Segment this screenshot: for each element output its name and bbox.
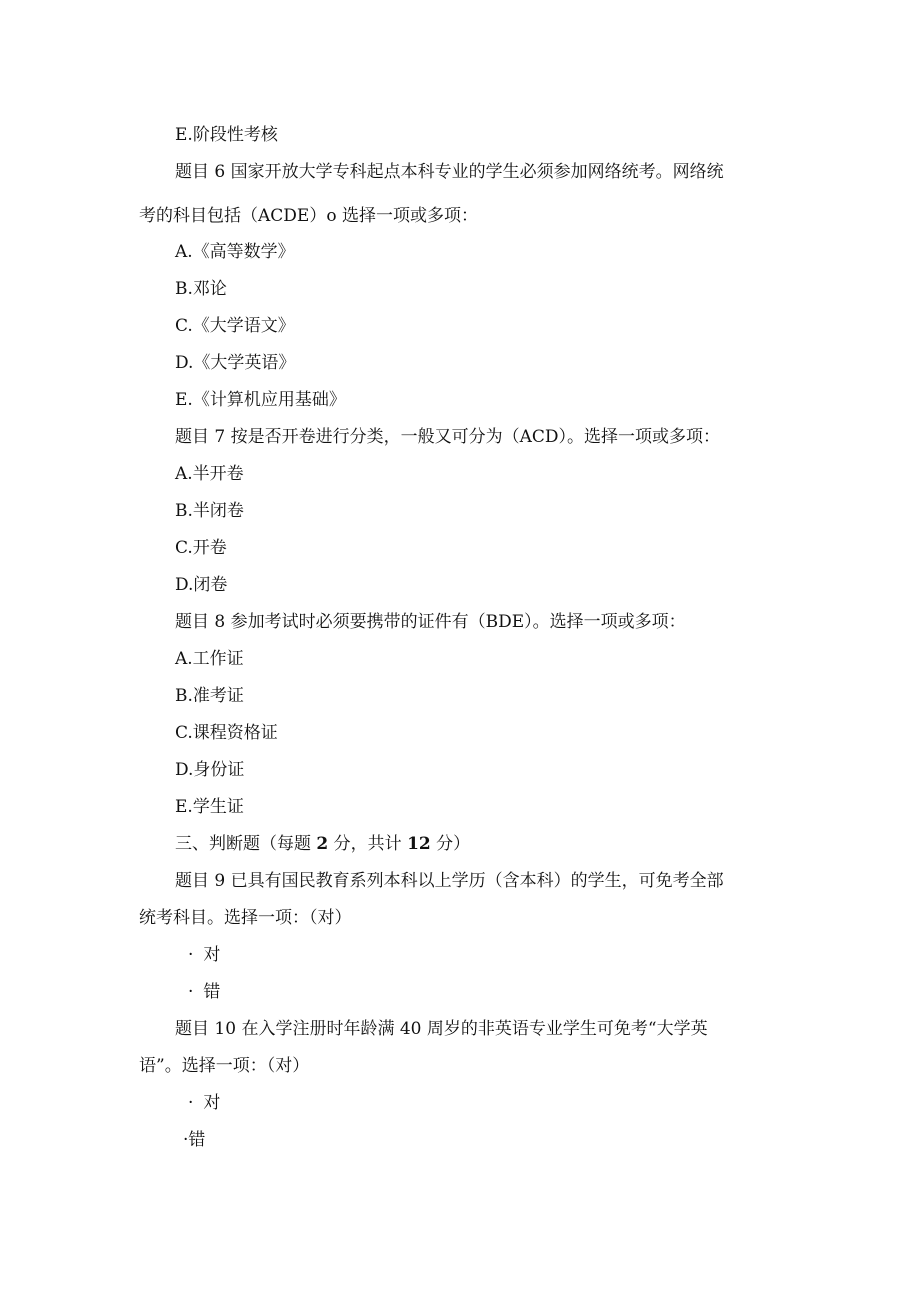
q6-option-c: C.《大学语文》	[175, 316, 295, 336]
section3-points: 2	[316, 834, 329, 854]
q8-option-b: B.准考证	[175, 686, 244, 706]
q6-option-d: D.《大学英语》	[175, 353, 296, 373]
q9-option-true-label: 对	[203, 945, 221, 965]
bullet-icon: ·	[188, 982, 194, 1002]
q6-option-b: B.邓论	[175, 279, 227, 299]
q8-option-e: E.学生证	[175, 797, 244, 817]
q10-text-line1: 题目 10 在入学注册时年龄满 40 周岁的非英语专业学生可免考“大学英	[175, 1019, 708, 1039]
q10-option-true-label: 对	[203, 1093, 221, 1113]
q7-option-c: C.开卷	[175, 538, 227, 558]
q6-text-line2: 考的科目包括（ACDE）o 选择一项或多项：	[139, 206, 478, 226]
q9-option-false	[188, 981, 220, 1003]
section3-total: 12	[407, 834, 431, 854]
q7-option-a: A.半开卷	[175, 464, 244, 484]
section3-suffix: 分）	[430, 834, 471, 854]
section3-heading	[175, 833, 470, 855]
q8-text: 题目 8 参加考试时必须要携带的证件有（BDE）。选择一项或多项：	[175, 612, 686, 632]
q9-option-true	[188, 944, 220, 966]
q10-option-false: ·错	[183, 1130, 206, 1150]
q7-text: 题目 7 按是否开卷进行分类，一般又可分为（ACD）。选择一项或多项：	[175, 427, 721, 447]
q9-text-line1: 题目 9 已具有国民教育系列本科以上学历（含本科）的学生，可免考全部	[175, 871, 724, 891]
q10-option-true	[188, 1092, 220, 1114]
section3-mid: 分，共计	[328, 834, 408, 854]
q10-text-line2: 语”。选择一项：（对）	[139, 1056, 310, 1076]
q9-text-line2: 统考科目。选择一项：（对）	[139, 908, 352, 928]
q8-option-d: D.身份证	[175, 760, 245, 780]
q7-option-d: D.闭卷	[175, 575, 228, 595]
q8-option-c: C.课程资格证	[175, 723, 278, 743]
q7-option-b: B.半闭卷	[175, 501, 244, 521]
q8-option-a: A.工作证	[175, 649, 244, 669]
bullet-icon: ·	[188, 945, 194, 965]
q6-text-line1: 题目 6 国家开放大学专科起点本科专业的学生必须参加网络统考。网络统	[175, 162, 724, 182]
section3-prefix: 三、判断题（每题	[175, 834, 317, 854]
bullet-icon: ·	[188, 1093, 194, 1113]
q5-option-e: E.阶段性考核	[175, 125, 278, 145]
q9-option-false-label: 错	[203, 982, 221, 1002]
q6-option-e: E.《计算机应用基础》	[175, 390, 346, 410]
q6-option-a: A.《高等数学》	[175, 242, 295, 262]
